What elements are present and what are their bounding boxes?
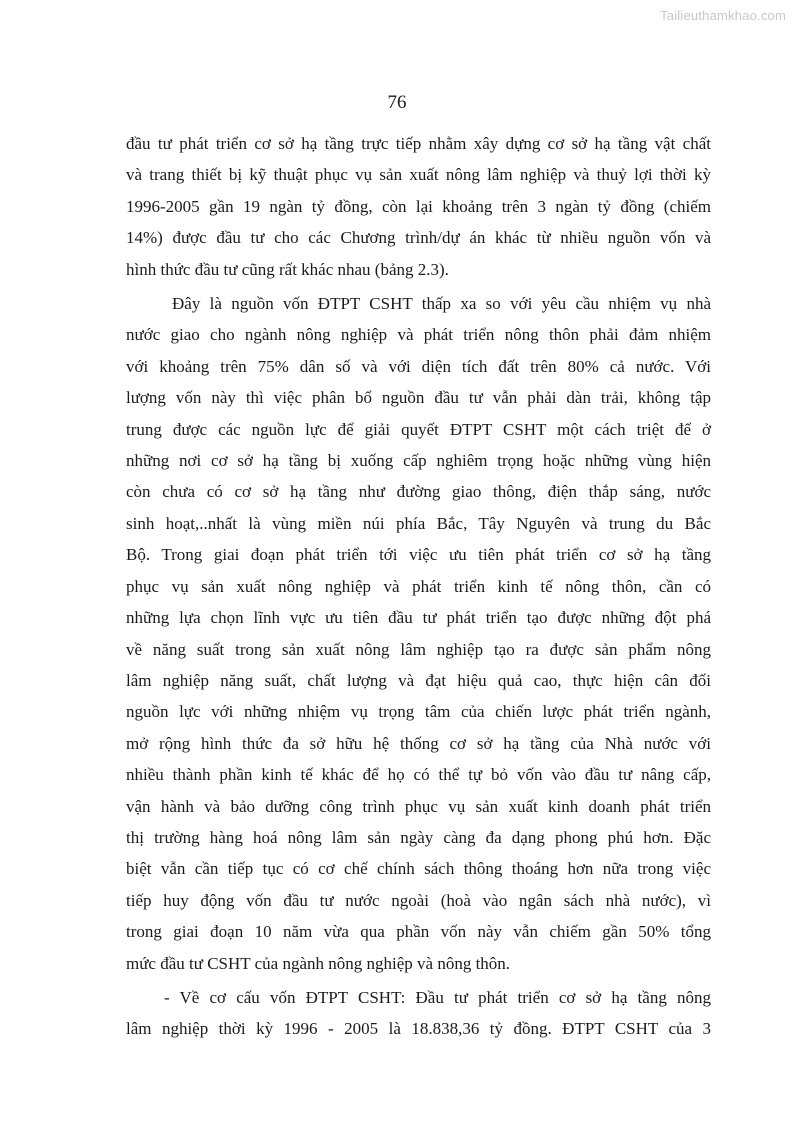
text-line: mở rộng hình thức đa sở hữu hệ thống cơ sở hạ tầng của Nhà nước với — [126, 733, 711, 753]
paragraph-3 — [126, 982, 711, 1045]
text-line: còn chưa có cơ sở hạ tầng như đường giao thông, điện thắp sáng, nước — [126, 482, 711, 502]
text-line: mức đầu tư CSHT của ngành nông nghiệp và nông thôn. — [126, 953, 511, 973]
text-line: vận hành và bảo dưỡng công trình phục vụ sản xuất kinh doanh phát triển — [126, 796, 711, 816]
paragraph-2 — [126, 288, 711, 979]
text-line: Bộ. Trong giai đoạn phát triển tới việc ưu tiên phát triển cơ sở hạ tầng — [126, 545, 711, 565]
page-number: 76 — [387, 92, 407, 113]
text-line: với khoảng trên 75% dân số và với diện tích đất trên 80% cả nước. Với — [126, 356, 711, 376]
watermark: Tailieuthamkhao.com — [660, 8, 786, 23]
text-line: thị trường hàng hoá nông lâm sản ngày càng đa dạng phong phú hơn. Đặc — [126, 827, 711, 847]
paragraph-1 — [126, 128, 711, 285]
text-line: phục vụ sản xuất nông nghiệp và phát triển kinh tế nông thôn, cần có — [126, 576, 711, 596]
text-line: nước giao cho ngành nông nghiệp và phát triển nông thôn phải đảm nhiệm — [126, 325, 711, 345]
text-line: về năng suất trong sản xuất nông lâm nghiệp tạo ra được sản phẩm nông — [126, 639, 711, 659]
text-line: nhiều thành phần kinh tế khác để họ có thể tự bỏ vốn vào đầu tư nâng cấp, — [126, 765, 711, 785]
text-line: trung được các nguồn lực để giải quyết ĐTPT CSHT một cách triệt để ở — [126, 419, 711, 439]
text-line: sinh hoạt,..nhất là vùng miền núi phía Bắc, Tây Nguyên và trung du Bắc — [126, 513, 711, 533]
text-line: Đây là nguồn vốn ĐTPT CSHT thấp xa so với yêu cầu nhiệm vụ nhà — [172, 294, 711, 314]
text-line: và trang thiết bị kỹ thuật phục vụ sản xuất nông lâm nghiệp và thuỷ lợi thời kỳ — [126, 165, 711, 185]
text-line: đầu tư phát triển cơ sở hạ tầng trực tiếp nhằm xây dựng cơ sở hạ tầng vật chất — [126, 134, 711, 153]
text-line: hình thức đầu tư cũng rất khác nhau (bảng 2.3). — [126, 259, 449, 279]
text-line: 14%) được đầu tư cho các Chương trình/dự án khác từ nhiều nguồn vốn và — [126, 228, 711, 248]
text-line: trong giai đoạn 10 năm vừa qua phần vốn này vẫn chiếm gần 50% tổng — [126, 922, 711, 942]
text-line: những nơi cơ sở hạ tầng bị xuống cấp nghiêm trọng hoặc những vùng hiện — [126, 451, 711, 471]
text-line: những lựa chọn lĩnh vực ưu tiên đầu tư phát triển tạo được những đột phá — [126, 608, 711, 628]
text-line: 1996-2005 gần 19 ngàn tỷ đồng, còn lại khoảng trên 3 ngàn tỷ đồng (chiếm — [126, 196, 711, 216]
text-line: lượng vốn này thì việc phân bổ nguồn đầu tư vẫn phải dàn trải, không tập — [126, 388, 711, 408]
text-line: - Về cơ cấu vốn ĐTPT CSHT: Đầu tư phát triển cơ sở hạ tầng nông — [164, 987, 711, 1007]
text-line: lâm nghiệp thời kỳ 1996 - 2005 là 18.838,36 tỷ đồng. ĐTPT CSHT của 3 — [126, 1019, 711, 1039]
text-line: nguồn lực với những nhiệm vụ trọng tâm của chiến lược phát triển ngành, — [126, 702, 711, 722]
text-line: tiếp huy động vốn đầu tư nước ngoài (hoà vào ngân sách nhà nước), vì — [126, 890, 711, 910]
text-line: lâm nghiệp năng suất, chất lượng và đạt hiệu quả cao, thực hiện cân đối — [126, 670, 711, 690]
text-line: biệt vẫn cần tiếp tục có cơ chế chính sách thông thoáng hơn nữa trong việc — [126, 859, 711, 879]
document-body — [126, 128, 711, 1045]
